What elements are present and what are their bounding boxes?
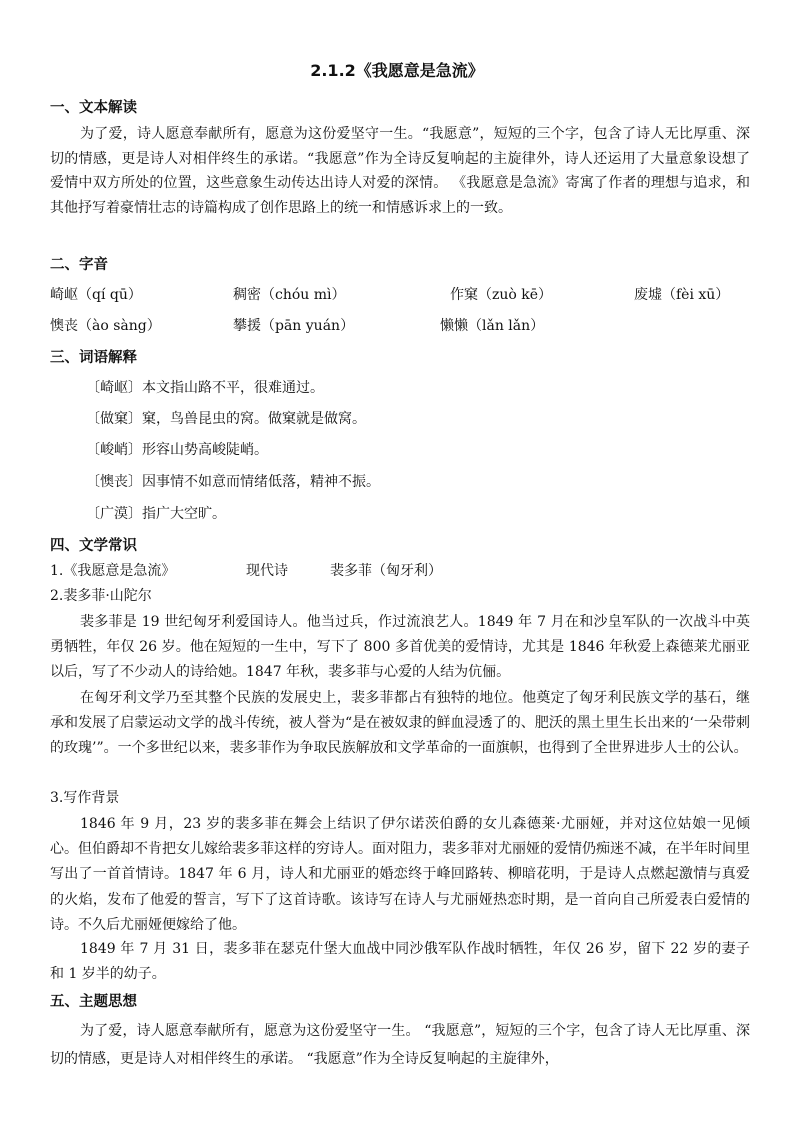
vocabulary-item: 〔懊丧〕因事情不如意而情绪低落，精神不振。 bbox=[86, 474, 380, 490]
paragraph-author-bio-2: 在匈牙利文学乃至其整个民族的发展史上，裴多菲都占有独特的地位。他奠定了匈牙利民族文学的基石，继承和发展了启蒙运动文学的战斗传统，被人誉为“是在被奴隶的鲜血浸透了的、肥沃的黑土里生长出来的‘一朵带刺的玫瑰’”。一个多世纪以来，裴多菲作为争取民族解放和文学革命的一面旗帜，也得到了全世界进步人士的公认。 bbox=[50, 690, 750, 757]
pronunciation-item: 崎岖（qí qū） bbox=[50, 287, 142, 303]
vocabulary-item: 〔做窠〕窠，鸟兽昆虫的窝。做窠就是做窝。 bbox=[86, 411, 366, 427]
vocabulary-item: 〔峻峭〕形容山势高峻陡峭。 bbox=[86, 442, 268, 458]
vocabulary-item: 〔广漠〕指广大空旷。 bbox=[86, 506, 226, 522]
section-heading-pronunciation: 二、字音 bbox=[50, 257, 108, 273]
pronunciation-item: 懒懒（lǎn lǎn） bbox=[440, 318, 545, 334]
pronunciation-item: 懊丧（ào sàng） bbox=[50, 318, 161, 334]
literary-item-author: 裴多菲（匈牙利） bbox=[330, 563, 442, 579]
pronunciation-item: 废墟（fèi xū） bbox=[634, 287, 730, 303]
subheading-background: 3.写作背景 bbox=[50, 790, 120, 806]
pronunciation-item: 作窠（zuò kē） bbox=[450, 287, 553, 303]
subheading-author: 2.裴多菲·山陀尔 bbox=[50, 588, 152, 604]
section-heading-vocabulary: 三、词语解释 bbox=[50, 350, 137, 366]
paragraph-background-1: 1846 年 9 月，23 岁的裴多菲在舞会上结识了伊尔诺茨伯爵的女儿森德莱·尤丽娅，并对这位姑娘一见倾心。但伯爵却不肯把女儿嫁给裴多菲这样的穷诗人。面对阻力，裴多菲对尤丽娅的爱情仍痴迷不减，在半年时间里写出了一首首情诗。1847 年 6 月，诗人和尤丽亚的婚恋终于峰回路转、柳暗花明，于是诗人点燃起激情与真爱的火焰，发布了他爱的誓言，写下了这首诗歌。该诗写在诗人与尤丽娅热恋时期，是一首向自己所爱表白爱情的诗。不久后尤丽娅便嫁给了他。 bbox=[50, 816, 750, 933]
section-heading-theme: 五、主题思想 bbox=[50, 994, 137, 1010]
vocabulary-item: 〔崎岖〕本文指山路不平，很难通过。 bbox=[86, 380, 324, 396]
pronunciation-item: 攀援（pān yuán） bbox=[233, 318, 355, 334]
literary-item-title: 1.《我愿意是急流》 bbox=[50, 563, 176, 579]
paragraph-author-bio-1: 裴多菲是 19 世纪匈牙利爱国诗人。他当过兵，作过流浪艺人。1849 年 7 月在和沙皇军队的一次战斗中英勇牺牲，年仅 26 岁。他在短短的一生中，写下了 800 多首优美的爱情诗，尤其是 1846 年秋爱上森德莱尤丽亚以后，写了不少动人的诗给她。1847 年秋，裴多菲与心爱的人结为伉俪。 bbox=[50, 614, 750, 681]
pronunciation-item: 稠密（chóu mì） bbox=[233, 287, 346, 303]
section-heading-literary-knowledge: 四、文学常识 bbox=[50, 538, 137, 554]
page-title: 2.1.2《我愿意是急流》 bbox=[310, 61, 484, 80]
literary-item-genre: 现代诗 bbox=[246, 563, 288, 579]
paragraph-background-2: 1849 年 7 月 31 日，裴多菲在瑟克什堡大血战中同沙俄军队作战时牺牲，年仅 26 岁，留下 22 岁的妻子和 1 岁半的幼子。 bbox=[50, 941, 750, 983]
section-heading-text-interpretation: 一、文本解读 bbox=[50, 100, 137, 116]
paragraph-text-interpretation: 为了爱，诗人愿意奉献所有，愿意为这份爱坚守一生。“我愿意”，短短的三个字，包含了诗人无比厚重、深切的情感，更是诗人对相伴终生的承诺。“我愿意”作为全诗反复响起的主旋律外，诗人还运用了大量意象设想了爱情中双方所处的位置，这些意象生动传达出诗人对爱的深情。 《我愿意是急流》寄寓了作者的理想与追求，和其他抒写着豪情壮志的诗篇构成了创作思路上的统一和情感诉求上的一致。 bbox=[50, 126, 750, 216]
paragraph-theme: 为了爱，诗人愿意奉献所有，愿意为这份爱坚守一生。 “我愿意”，短短的三个字，包含了诗人无比厚重、深切的情感，更是诗人对相伴终生的承诺。 “我愿意”作为全诗反复响起的主旋律外， bbox=[50, 1023, 750, 1067]
